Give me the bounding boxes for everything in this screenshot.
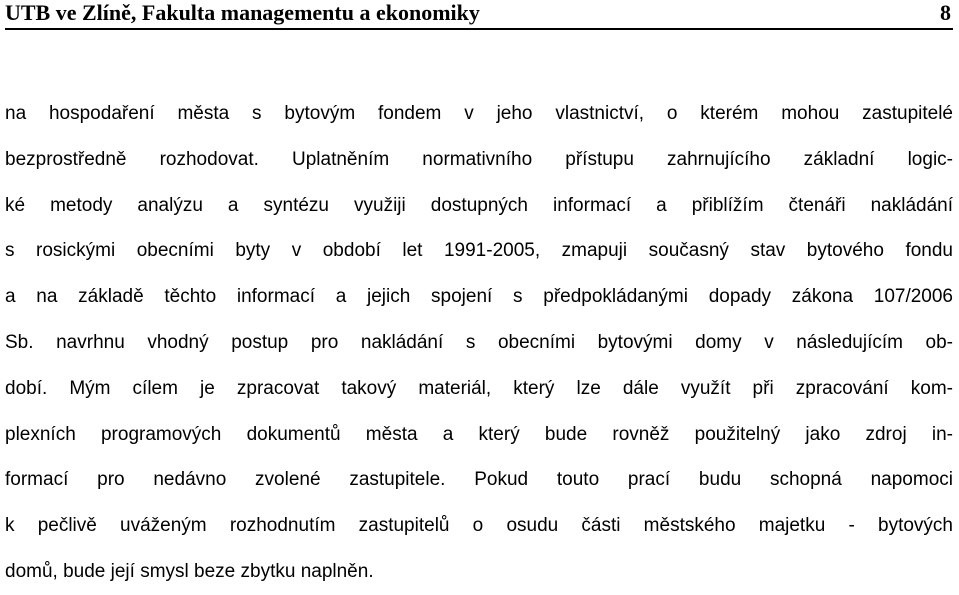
text-line: formací pro nedávno zvolené zastupitele. Pokud touto prací budu schopná napomoci xyxy=(5,469,953,491)
text-line: domů, bude její smysl beze zbytku naplněn. xyxy=(5,560,374,582)
text-line: s rosickými obecními byty v období let 1991-2005, zmapuji současný stav bytového fondu xyxy=(5,240,953,262)
text-line: ké metody analýzu a syntézu využiji dostupných informací a přiblížím čtenáři nakládání xyxy=(5,194,953,216)
text-line: bezprostředně rozhodovat. Uplatněním normativního přístupu zahrnujícího základní logic- xyxy=(5,148,953,170)
text-line: a na základě těchto informací a jejich spojení s předpokládanými dopady zákona 107/2006 xyxy=(5,286,953,308)
text-line: na hospodaření města s bytovým fondem v jeho vlastnictví, o kterém mohou zastupitelé xyxy=(5,103,953,124)
text-line: dobí. Mým cílem je zpracovat takový materiál, který lze dále využít při zpracování kom- xyxy=(5,377,953,399)
text-line: Sb. navrhnu vhodný postup pro nakládání s obecními bytovými domy v následujícím ob- xyxy=(5,331,953,353)
body-paragraph xyxy=(5,91,953,595)
text-line: k pečlivě uváženým rozhodnutím zastupitelů o osudu části městského majetku - bytových xyxy=(5,515,953,537)
page-number: 8 xyxy=(940,0,951,25)
text-line: plexních programových dokumentů města a který bude rovněž použitelný jako zdroj in- xyxy=(5,423,953,445)
page-header xyxy=(5,0,953,30)
header-title: UTB ve Zlíně, Fakulta managementu a ekonomiky xyxy=(5,0,480,25)
